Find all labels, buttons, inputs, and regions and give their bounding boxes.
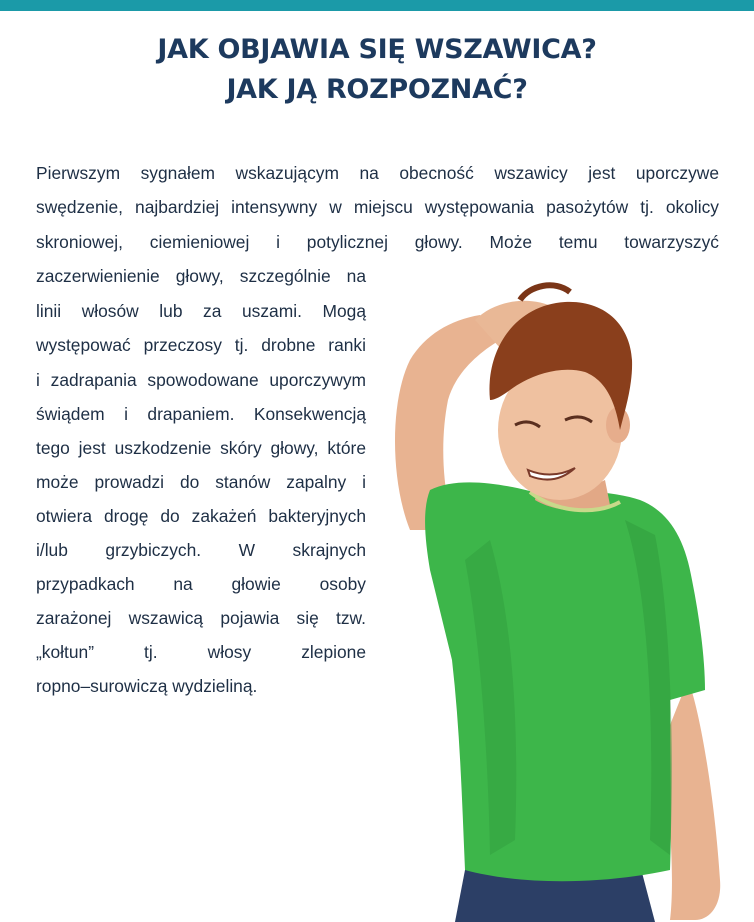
page-title <box>0 30 754 110</box>
paragraph-line: może prowadzi do stanów zapalny i <box>36 472 366 492</box>
top-accent-bar <box>0 0 754 11</box>
paragraph-line: ropno–surowiczą wydzieliną. <box>36 676 258 696</box>
title-line-1: JAK OBJAWIA SIĘ WSZAWICA? <box>157 34 597 65</box>
paragraph-line: „kołtun” tj. włosy zlepione <box>36 642 366 662</box>
paragraph-line: występować przeczosy tj. drobne ranki <box>36 335 366 355</box>
paragraph-line: i/lub grzybiczych. W skrajnych <box>36 540 366 560</box>
title-line-2: JAK JĄ ROZPOZNAĆ? <box>226 74 528 105</box>
paragraph-line: swędzenie, najbardziej intensywny w miejscu występowania pasożytów tj. okolicy <box>36 197 719 217</box>
paragraph-line: tego jest uszkodzenie skóry głowy, które <box>36 438 366 458</box>
paragraph-line: zarażonej wszawicą pojawia się tzw. <box>36 608 366 628</box>
boy-scratching-head-illustration <box>370 280 754 922</box>
paragraph-line: skroniowej, ciemieniowej i potylicznej głowy. Może temu towarzyszyć <box>36 232 719 252</box>
paragraph-line: otwiera drogę do zakażeń bakteryjnych <box>36 506 366 526</box>
paragraph-line: świądem i drapaniem. Konsekwencją <box>36 404 366 424</box>
paragraph-line: Pierwszym sygnałem wskazującym na obecność wszawicy jest uporczywe <box>36 163 719 183</box>
paragraph-line: i zadrapania spowodowane uporczywym <box>36 370 366 390</box>
paragraph-line: przypadkach na głowie osoby <box>36 574 366 594</box>
paragraph-line: linii włosów lub za uszami. Mogą <box>36 301 366 321</box>
paragraph-line: zaczerwienienie głowy, szczególnie na <box>36 266 366 286</box>
